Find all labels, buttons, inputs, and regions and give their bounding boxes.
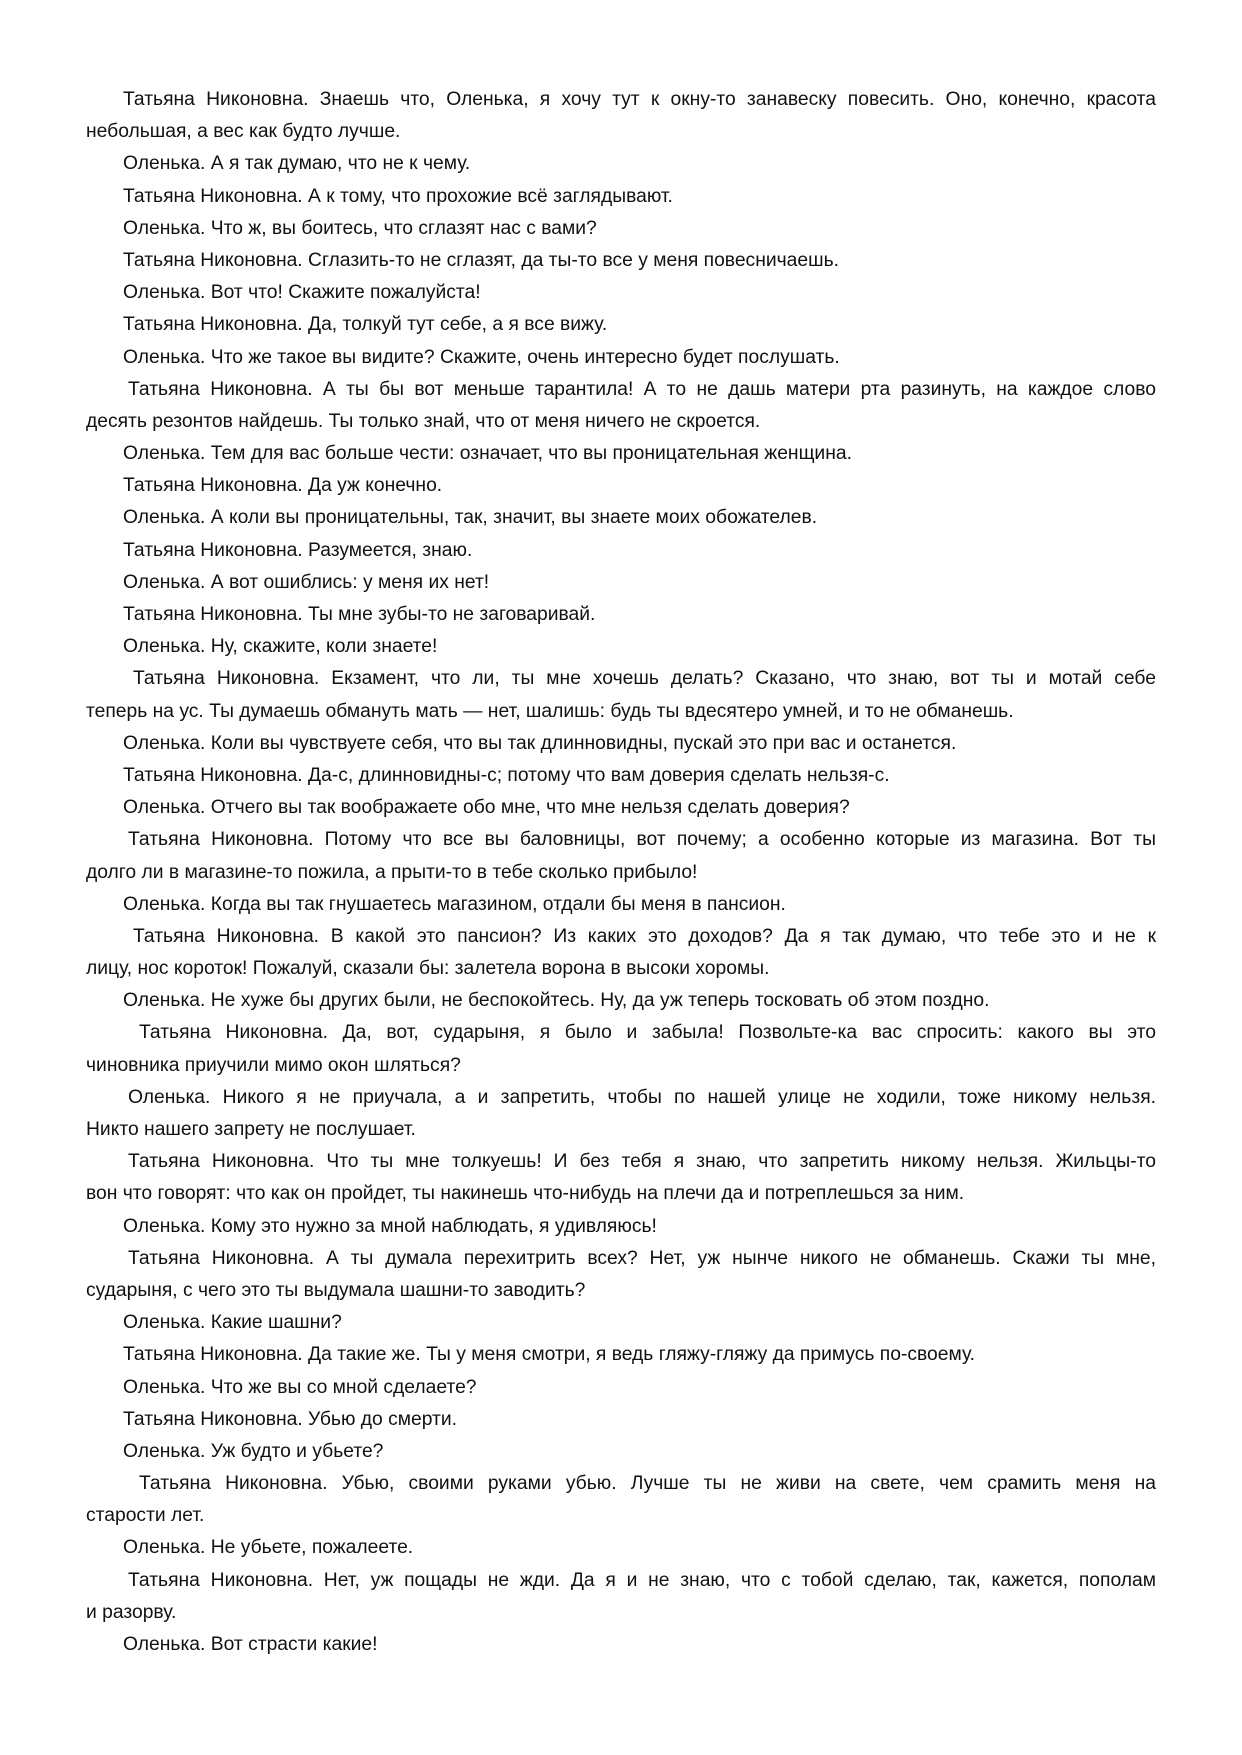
text-line: Оленька. Кому это нужно за мной наблюдать, я удивляюсь! <box>123 1215 657 1237</box>
text-line: Татьяна Никоновна. Знаешь что, Оленька, я хочу тут к окну-то занавеску повесить. Оно, конечно, красота <box>123 89 1156 110</box>
text-line: Оленька. Когда вы так гнушаетесь магазином, отдали бы меня в пансион. <box>123 893 786 915</box>
text-line: Оленька. Уж будто и убьете? <box>123 1440 384 1462</box>
text-line: Татьяна Никоновна. Да-с, длинновидны-с; потому что вам доверия сделать нельзя-с. <box>123 764 890 786</box>
text-line: Оленька. Никого я не приучала, а и запретить, чтобы по нашей улице не ходили, тоже никому нельзя. <box>128 1086 1156 1108</box>
text-line: и разорву. <box>86 1601 177 1623</box>
text-line: Оленька. Что же такое вы видите? Скажите, очень интересно будет послушать. <box>123 346 840 368</box>
text-line: Оленька. А я так думаю, что не к чему. <box>123 153 471 175</box>
text-line: Оленька. Что же вы со мной сделаете? <box>123 1376 477 1398</box>
text-line: Татьяна Никоновна. Да, вот, сударыня, я было и забыла! Позвольте-ка вас спросить: какого вы это <box>139 1022 1156 1044</box>
text-line: Татьяна Никоновна. Екзамент, что ли, ты мне хочешь делать? Сказано, что знаю, вот ты и мотай себе <box>133 668 1156 690</box>
text-line: Татьяна Никоновна. Да уж конечно. <box>123 475 443 497</box>
text-line: Оленька. Что ж, вы боитесь, что сглазят нас с вами? <box>123 217 597 239</box>
text-line: Оленька. Отчего вы так воображаете обо мне, что мне нельзя сделать доверия? <box>123 797 850 819</box>
text-line: Татьяна Никоновна. Да, толкуй тут себе, а я все вижу. <box>123 314 608 336</box>
text-line: Татьяна Никоновна. Разумеется, знаю. <box>123 539 473 561</box>
text-line: лицу, нос короток! Пожалуй, сказали бы: залетела ворона в высоки хоромы. <box>86 958 770 980</box>
text-line: Никто нашего запрету не послушает. <box>86 1119 416 1140</box>
text-line: Татьяна Никоновна. Что ты мне толкуешь! И без тебя я знаю, что запретить никому нельзя. Жильцы-то <box>128 1151 1156 1173</box>
text-line: Оленька. Не хуже бы других были, не беспокойтесь. Ну, да уж теперь тосковать об этом поздно. <box>123 990 990 1012</box>
text-line: десять резонтов найдешь. Ты только знай, что от меня ничего не скроется. <box>86 410 761 432</box>
text-line: чиновника приучили мимо окон шляться? <box>86 1054 461 1076</box>
text-line: Оленька. Вот что! Скажите пожалуйста! <box>123 282 481 304</box>
text-line: Татьяна Никоновна. А ты думала перехитрить всех? Нет, уж нынче никого не обманешь. Скажи ты мне, <box>128 1247 1156 1269</box>
text-line: Татьяна Никоновна. Убью, своими руками убью. Лучше ты не живи на свете, чем срамить меня на <box>139 1473 1156 1495</box>
text-line: Оленька. Вот страсти какие! <box>123 1634 378 1655</box>
text-line: Татьяна Никоновна. Да такие же. Ты у меня смотри, я ведь гляжу-гляжу да примусь по-своему. <box>123 1344 976 1366</box>
text-line: Оленька. Не убьете, пожалеете. <box>123 1537 414 1559</box>
document-page <box>86 84 1156 1661</box>
text-line: Татьяна Никоновна. Нет, уж пощады не жди. Да я и не знаю, что с тобой сделаю, так, кажется, пополам <box>128 1569 1156 1591</box>
text-line: Татьяна Никоновна. А ты бы вот меньше тарантила! А то не дашь матери рта разинуть, на каждое слово <box>128 378 1156 400</box>
text-line: Оленька. А вот ошиблись: у меня их нет! <box>123 571 490 593</box>
text-line: теперь на ус. Ты думаешь обмануть мать — нет, шалишь: будь ты вдесятеро умней, и то не обманешь. <box>86 700 1014 722</box>
text-line: вон что говорят: что как он пройдет, ты накинешь что-нибудь на плечи да и потреплешься за ним. <box>86 1183 965 1205</box>
text-line: Татьяна Никоновна. Сглазить-то не сглазят, да ты-то все у меня повесничаешь. <box>123 249 839 271</box>
text-line: Татьяна Никоновна. В какой это пансион? Из каких это доходов? Да я так думаю, что тебе это и не к <box>133 925 1156 947</box>
text-line: Татьяна Никоновна. Потому что все вы баловницы, вот почему; а особенно которые из магазина. Вот ты <box>128 829 1156 851</box>
text-line: Оленька. Коли вы чувствуете себя, что вы так длинновидны, пускай это при вас и останется. <box>123 732 957 754</box>
text-line: Татьяна Никоновна. Ты мне зубы-то не заговаривай. <box>123 604 596 625</box>
text-line: Татьяна Никоновна. Убью до смерти. <box>123 1408 457 1430</box>
text-line: Оленька. Тем для вас больше чести: означает, что вы проницательная женщина. <box>123 443 852 465</box>
text-line: Татьяна Никоновна. А к тому, что прохожие всё заглядывают. <box>123 185 673 207</box>
text-line: небольшая, а вес как будто лучше. <box>86 121 401 143</box>
text-line: Оленька. Какие шашни? <box>123 1312 342 1334</box>
text-line: сударыня, с чего это ты выдумала шашни-то заводить? <box>86 1279 586 1301</box>
text-line: Оленька. А коли вы проницательны, так, значит, вы знаете моих обожателев. <box>123 507 818 529</box>
text-line: старости лет. <box>86 1505 205 1527</box>
text-line: долго ли в магазине-то пожила, а прыти-то в тебе сколько прибыло! <box>86 861 698 883</box>
text-line: Оленька. Ну, скажите, коли знаете! <box>123 636 438 658</box>
